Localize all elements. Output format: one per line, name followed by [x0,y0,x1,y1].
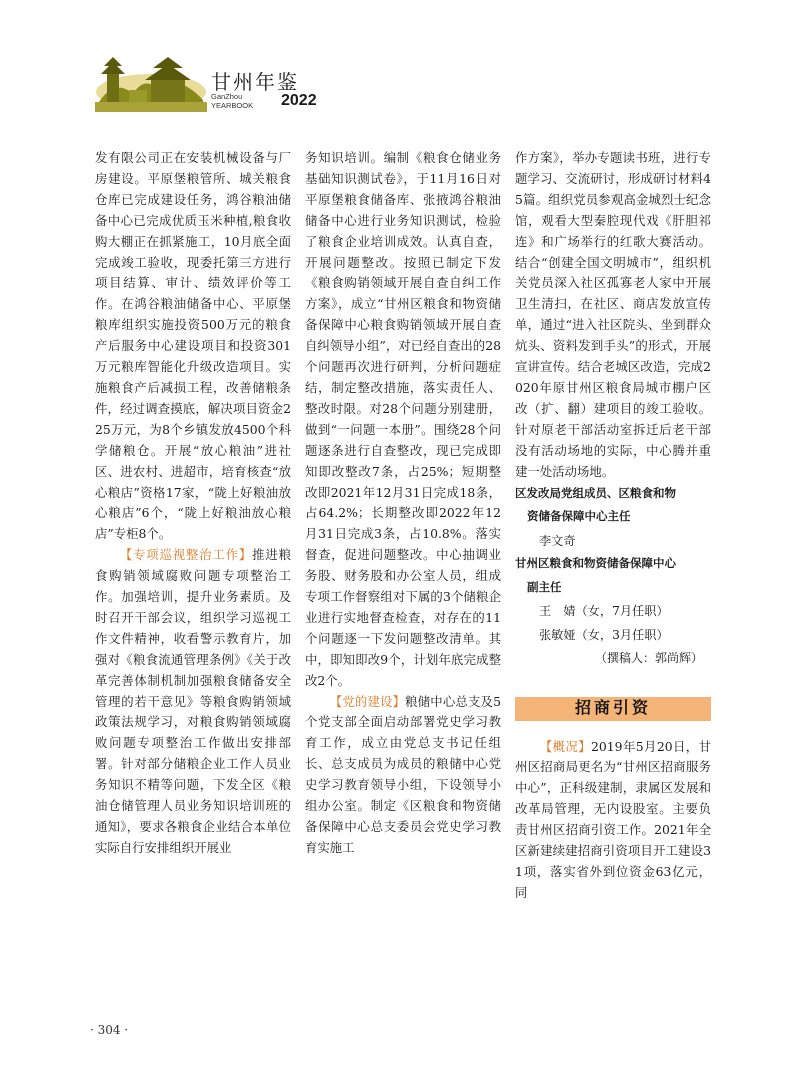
section-tag: 【专项巡视整治工作】 [119,547,253,563]
staff-role: 资储备保障中心主任 [527,511,631,523]
section-tag: 【党的建设】 [329,693,406,709]
paragraph [95,545,291,859]
staff-name: 王 婧（女，7月任职） [539,604,669,618]
paragraph [305,692,501,859]
paragraph: 发有限公司正在安装机械设备与厂房建设。平原堡粮管所、城关粮食仓库已完成建设任务，鸿谷粮油储备中心已完成优质玉米种植,粮食收购大棚正在抓紧施工，10月底全面完成竣工验收，现委托第三方进行项目结算、审计、绩效评价等工作。在鸿谷粮油储备中心、平原堡粮库组织实施投资500万元的粮食产后服务中心建设项目和投资301万元粮库智能化升级改造项目。实施粮食产后减损工程，改善储粮条件，经过调查摸底，解决项目资金225万元，为8个乡镇发放4500个科学储粮仓。开展“放心粮油”进社区、进农村、进超市，培育核查“放心粮店”资格17家，“陇上好粮油放心粮店”6个，“陇上好粮油放心粮店”专柜8个。 [95,150,291,542]
yearbook-title: 甘州年鉴 [211,70,299,94]
paragraph-text: 推进粮食购销领域腐败问题专项整治工作。加强培训，提升业务素质。及时召开干部会议，组织学习巡视工作文件精神，收看警示教育片，加强对《粮食流通管理条例》《关于改革完善体制机制加强粮食储备安全管理的若干意见》等粮食购销领域政策法规学习，对粮食购销领域腐败问题专项整治工作做出安排部署。针对部分储粮企业工作人员业务知识不精等问题，下发全区《粮油仓储管理人员业务知识培训班的通知》，要求各粮食企业结合本单位实际自行安排组织开展业 [95,547,291,855]
yearbook-header [95,52,335,114]
staff-role: 区发改局党组成员、区粮食和物 [515,487,676,500]
yearbook-subtitle-yearbook: YEARBOOK [211,101,254,110]
paragraph-text: 2019年5月20日，甘州区招商局更名为“甘州区招商服务中心”，正科级建制，隶属区发展和改革局管理，无内设股室。主要负责甘州区招商引资工作。2021年全区新建续建招商引资项目开工建设31项，落实省外到位资金63亿元，同 [515,738,711,900]
paragraph [515,737,711,904]
staff-role: 副主任 [527,581,562,594]
section-title: 招商引资 [574,699,651,717]
staff-role: 甘州区粮食和物资储备保障中心 [515,558,676,570]
author-credit: （撰稿人：郭尚辉） [594,651,703,665]
yearbook-year: 2022 [281,92,317,109]
paragraph: 务知识培训。编制《粮食仓储业务基础知识测试卷》，于11月16日对平原堡粮食储备库、张掖鸿谷粮油储备中心进行业务知识测试，检验了粮食企业培训成效。认真自查，开展问题整改。按照已制定下发《粮食购销领域开展自查自纠工作方案》，成立“甘州区粮食和物资储备保障中心粮食购销领域开展自查自纠领导小组”，对已经自查出的28个问题再次进行研判，分析问题症结，制定整改措施，落实责任人、整改时限。对28个问题分别建册，做到“一问题一本册”。围绕28个问题逐条进行自查整改，现已完成即知即改整改7条，占25%；短期整改即2021年12月31日完成18条，占64.2%；长期整改即2022年12月31日完成3条，占10.8%。落实督查，促进问题整改。中心抽调业务股、财务股和办公室人员，组成专项工作督察组对下属的3个储粮企业进行实地督查检查，对存在的11个问题逐一下发问题整改清单。其中，即知即改9个，计划年底完成整改2个。 [305,150,501,688]
paragraph: 作方案》，举办专题读书班，进行专题学习、交流研讨，形成研讨材料45篇。组织党员参观高金城烈士纪念馆，观看大型秦腔现代戏《肝胆祁连》和广场举行的红歌大赛活动。结合“创建全国文明城市”，组织机关党员深入社区孤寡老人家中开展卫生清扫，在社区、商店发放宣传单，通过“进入社区院头、坐到群众炕头、资料发到手头”的形式，开展宣讲宣传。结合老城区改造，完成2020年原甘州区粮食局城市棚户区改（扩、翻）建项目的竣工验收。针对原老干部活动室拆迁后老干部没有活动场地的实际，中心腾并重建一处活动场地。 [515,150,711,479]
section-heading-band [515,697,711,721]
section-tag: 【概况】 [539,738,591,754]
staff-name: 李文奇 [539,533,576,548]
text-column-2 [305,148,501,859]
text-column-1 [95,148,291,859]
staff-name: 张敏娅（女，3月任职） [539,627,669,642]
paragraph-text: 粮储中心总支及5个党支部全面启动部署党史学习教育工作，成立由党总支书记任组长、总支成员为成员的粮储中心党史学习教育领导小组，下设领导小组办公室。制定《区粮食和物资储备保障中心总支委员会党史学习教育实施工 [305,693,501,855]
pagoda-scenery-icon [95,52,207,112]
page-number: · 304 · [90,1023,129,1037]
yearbook-subtitle-ganzhou: GanZhou [211,92,243,101]
text-column-3 [515,148,711,904]
